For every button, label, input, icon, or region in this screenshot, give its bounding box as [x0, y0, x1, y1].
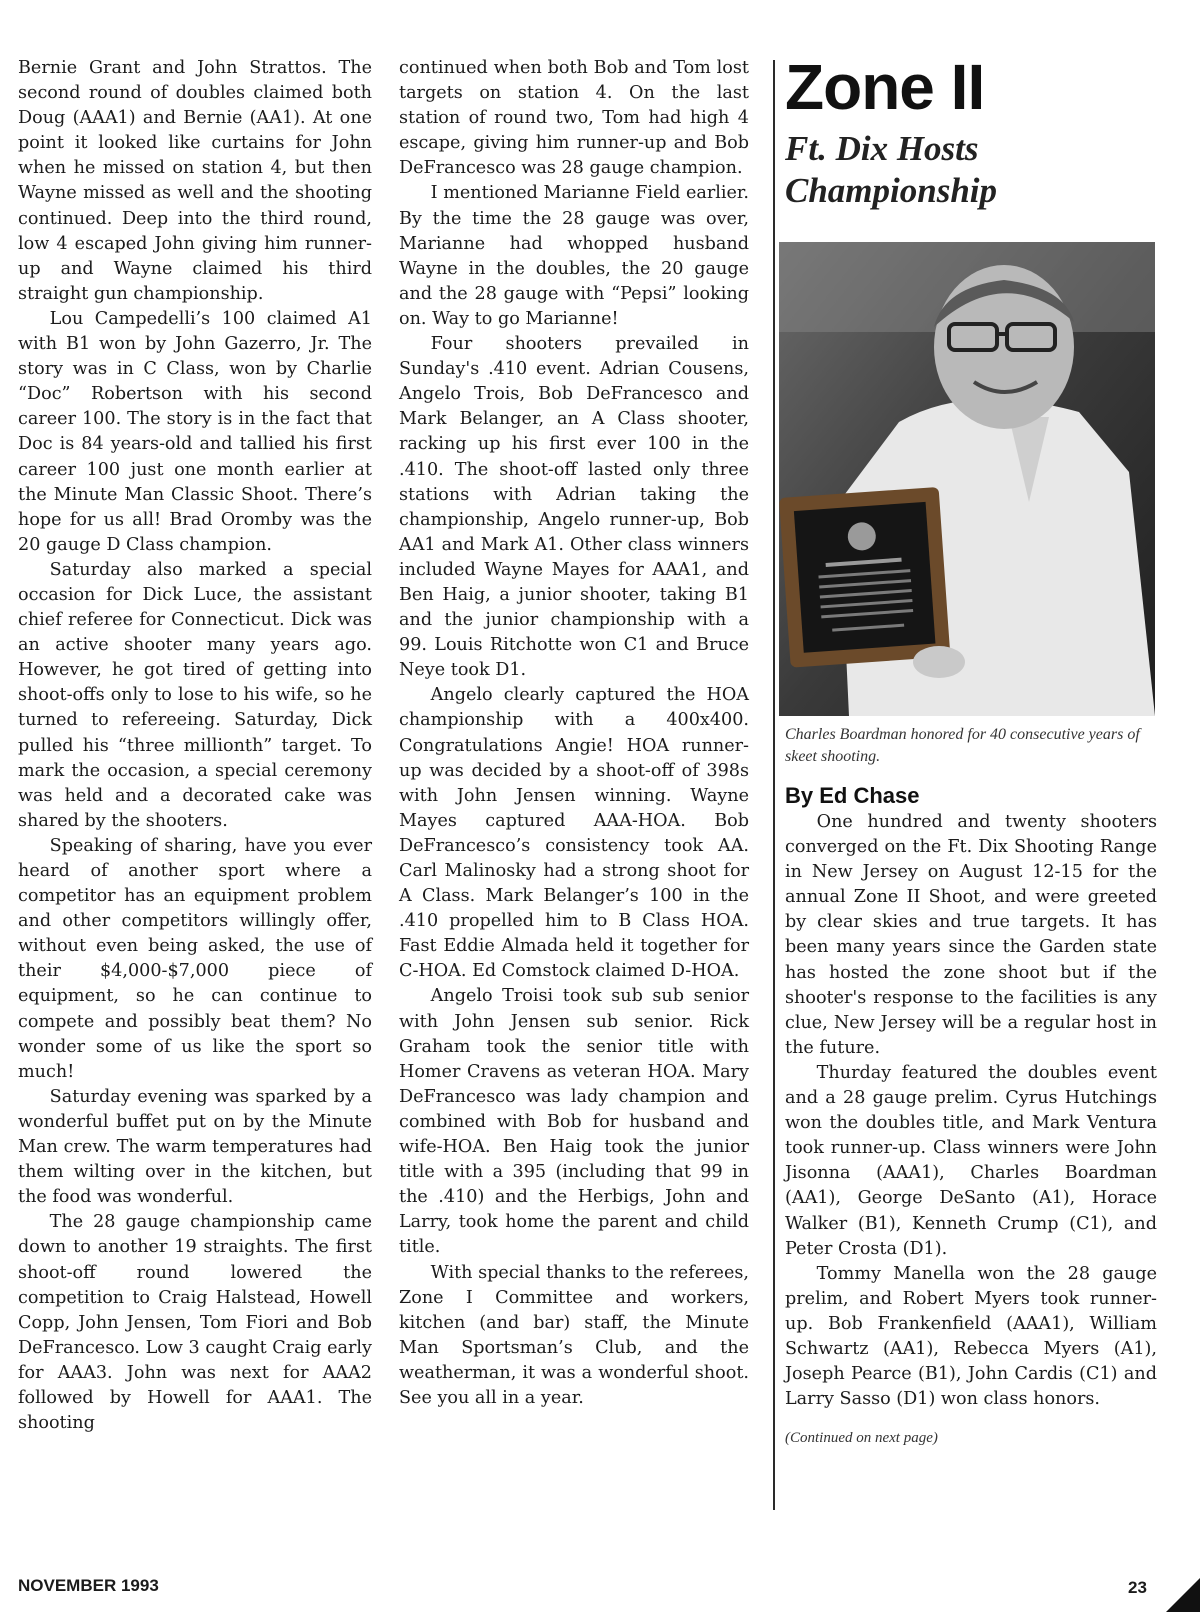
article-title: Zone II — [785, 51, 985, 123]
subtitle-line-1: Ft. Dix Hosts — [785, 129, 979, 168]
article-column-3 — [785, 52, 1157, 1451]
paragraph: Angelo Troisi took sub sub senior with John Jensen sub senior. Rick Graham took the senior title with Homer Cravens as veteran HOA. Mary DeFrancesco was lady champion and combined with Bob for husband and wife-HOA. Ben Haig took the junior title with a 395 (including that 99 in the .410) and the Herbigs, John and Larry, took home the parent and child title. — [399, 986, 749, 1258]
issue-date: NOVEMBER 1993 — [18, 1576, 159, 1595]
column-divider — [773, 60, 775, 1510]
paragraph: I mentioned Marianne Field earlier. By the time the 28 gauge was over, Marianne had whopped husband Wayne in the doubles, the 20 gauge and the 28 gauge with “Pepsi” looking on. Way to go Marianne! — [399, 183, 749, 329]
paragraph: continued when both Bob and Tom lost targets on station 4. On the last station of round two, Tom had high 4 escape, giving him runner-up and Bob DeFrancesco was 28 gauge champion. — [399, 58, 749, 179]
article-column-2 — [399, 56, 749, 1411]
paragraph: Four shooters prevailed in Sunday's .410 event. Adrian Cousens, Angelo Trois, Bob DeFrancesco and Mark Belanger, an A Class shooter, racking up his first ever 100 in the .410. The shoot-off lasted only three stations with Adrian taking the championship, Angelo runner-up, Bob AA1 and Mark A1. Other class winners included Wayne Mayes for AAA1, and Ben Haig, a junior shooter, taking B1 and the junior championship with a 99. Louis Ritchotte won C1 and Bruce Neye took D1. — [399, 334, 749, 681]
subtitle-line-2: Championship — [785, 171, 998, 210]
award-photo-image — [779, 242, 1155, 716]
photo-caption: Charles Boardman honored for 40 consecutive years of skeet shooting. — [785, 726, 1140, 765]
paragraph: Lou Campedelli’s 100 claimed A1 with B1 won by John Gazerro, Jr. The story was in C Class, won by Charlie “Doc” Robertson with his second career 100. The story is in the fact that Doc is 84 years-old and tallied his first career 100 just one month earlier at the Minute Man Classic Shoot. There’s hope for us all! Brad Oromby was the 20 gauge D Class champion. — [18, 308, 372, 555]
byline: By Ed Chase — [785, 783, 920, 808]
page-corner-mark — [1166, 1578, 1200, 1612]
paragraph: With special thanks to the referees, Zone I Committee and workers, kitchen (and bar) staff, the Minute Man Sportsman’s Club, and the weatherman, it was a wonderful shoot. See you all in a year. — [399, 1262, 749, 1408]
award-photo — [779, 242, 1155, 716]
article-column-1 — [18, 56, 372, 1436]
article-subtitle — [785, 128, 1157, 212]
paragraph: Thurday featured the doubles event and a 28 gauge prelim. Cyrus Hutchings won the doubles title, and Mark Ventura took runner-up. Class winners were John Jisonna (AAA1), Charles Boardman (AA1), George DeSanto (A1), Horace Walker (B1), Kenneth Crump (C1), and Peter Crosta (D1). — [785, 1062, 1157, 1259]
paragraph: Tommy Manella won the 28 gauge prelim, and Robert Myers took runner-up. Bob Frankenfield (AAA1), William Schwartz (AA1), Rebecca Myers (A1), Joseph Pearce (B1), John Cardis (C1) and Larry Sasso (D1) won class honors. — [785, 1263, 1157, 1410]
page-number: 23 — [1128, 1578, 1147, 1597]
paragraph: Saturday evening was sparked by a wonderful buffet put on by the Minute Man crew. The warm temperatures had them wilting over in the kitchen, but the food was wonderful. — [18, 1086, 372, 1208]
continued-note: (Continued on next page) — [785, 1430, 938, 1447]
paragraph: Saturday also marked a special occasion for Dick Luce, the assistant chief referee for Connecticut. Dick was an active shooter many years ago. However, he got tired of getting into shoot-offs only to lose to his wife, so he turned to refereeing. Saturday, Dick pulled his “three millionth” target. To mark the occasion, a special ceremony was held and a decorated cake was shared by the shooters. — [18, 559, 372, 831]
article-body — [785, 810, 1157, 1412]
paragraph: The 28 gauge championship came down to another 19 straights. The first shoot-off round lowered the competition to Craig Halstead, Howell Copp, John Jensen, Tom Fiori and Bob DeFrancesco. Low 3 caught Craig early for AAA3. John was next for AAA2 followed by Howell for AAA1. The shooting — [18, 1212, 372, 1434]
paragraph: Angelo clearly captured the HOA championship with a 400x400. Congratulations Angie! HOA runner-up was decided by a shoot-off of 398s with John Jensen winning. Wayne Mayes captured AAA-HOA. Bob DeFrancesco’s consistency took AA. Carl Malinosky had a strong shoot for A Class. Mark Belanger’s 100 in the .410 propelled him to B Class HOA. Fast Eddie Almada held it together for C-HOA. Ed Comstock claimed D-HOA. — [399, 685, 749, 982]
paragraph: Bernie Grant and John Strattos. The second round of doubles claimed both Doug (AAA1) and Bernie (AA1). At one point it looked like curtains for John when he missed on station 4, but then Wayne missed as well and the shooting continued. Deep into the third round, low 4 escaped John giving him runner-up and Wayne claimed his third straight gun championship. — [18, 58, 372, 304]
paragraph: One hundred and twenty shooters converged on the Ft. Dix Shooting Range in New Jersey on August 12-15 for the annual Zone II Shoot, and were greeted by clear skies and true targets. It has been many years since the Garden state has hosted the zone shoot but if the shooter's response to the facilities is any clue, New Jersey will be a regular host in the future. — [785, 812, 1157, 1058]
paragraph: Speaking of sharing, have you ever heard of another sport where a competitor has an equipment problem and other competitors willingly offer, without even being asked, the use of their $4,000-$7,000 piece of equipment, so he can continue to compete and possibly beat them? No wonder some of us like the sport so much! — [18, 835, 372, 1082]
